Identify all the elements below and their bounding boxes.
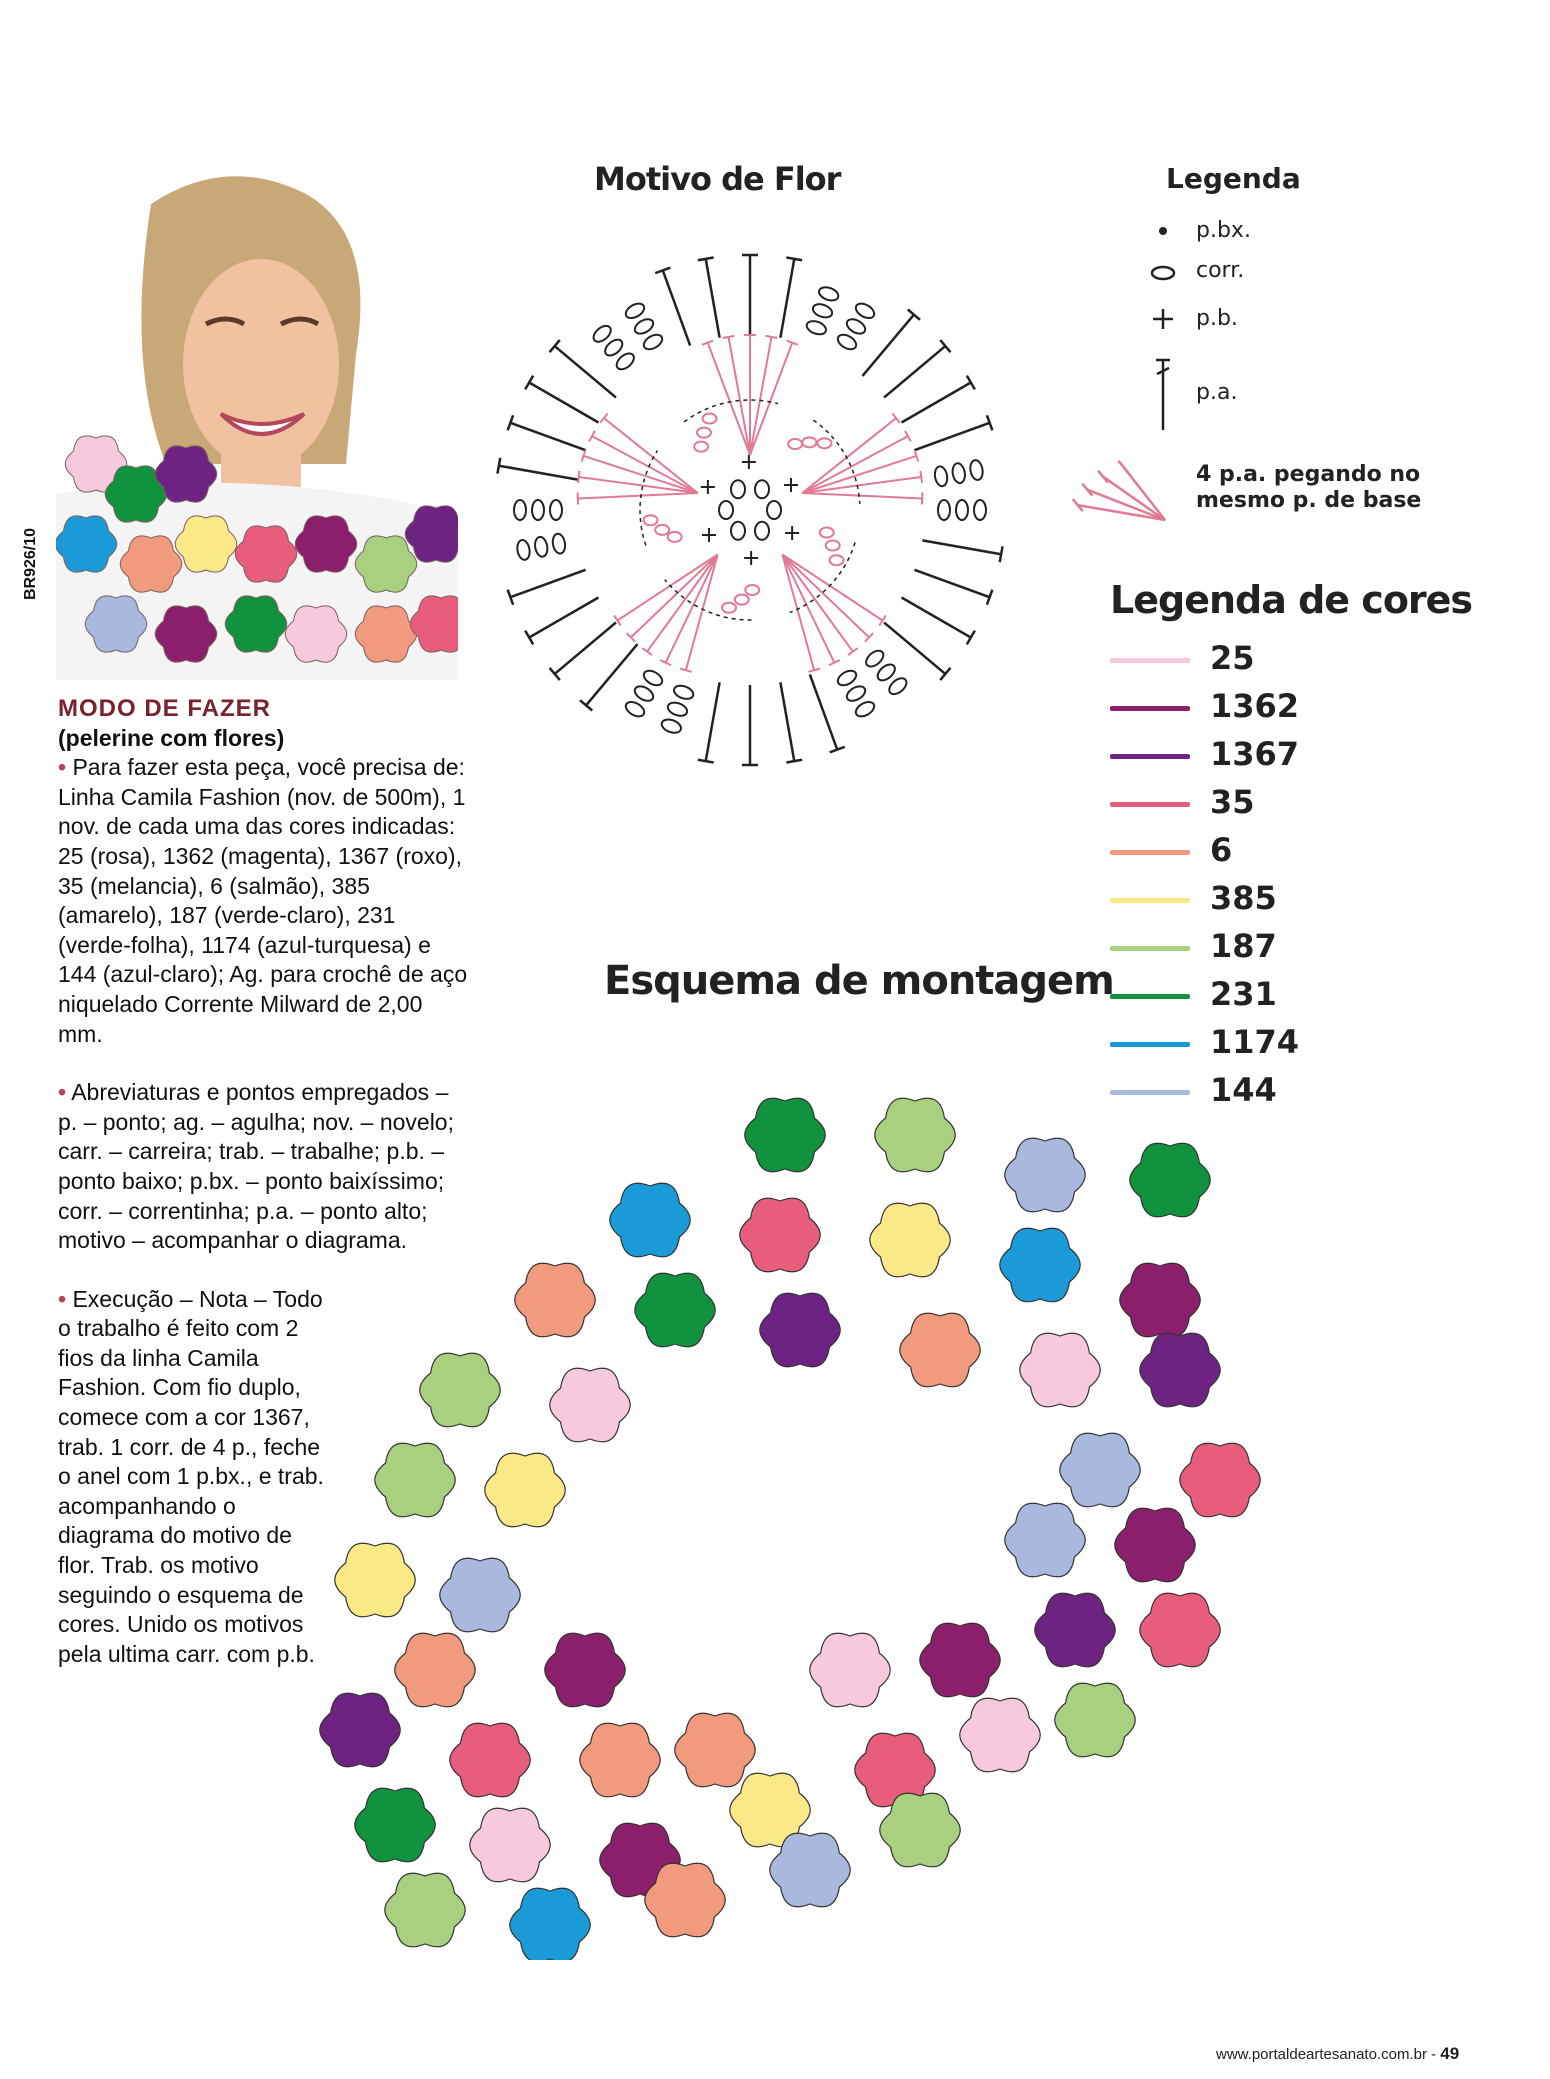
legend-label-pa: p.a. xyxy=(1196,380,1238,405)
scheme-flower-187 xyxy=(420,1353,500,1427)
legend-label-corr: corr. xyxy=(1196,258,1245,283)
scheme-flower-1174 xyxy=(510,1888,590,1960)
scheme-flower-1362 xyxy=(1120,1263,1200,1337)
color-code: 187 xyxy=(1210,927,1277,965)
flower-motif-diagram xyxy=(460,210,1040,830)
scheme-flower-35 xyxy=(1140,1593,1220,1667)
scheme-flower-35 xyxy=(450,1723,530,1797)
color-code: 231 xyxy=(1210,975,1277,1013)
page-footer xyxy=(1216,2044,1459,2064)
scheme-flower-35 xyxy=(1180,1443,1260,1517)
legend-label-pbx: p.bx. xyxy=(1196,218,1251,243)
color-code: 25 xyxy=(1210,639,1255,677)
color-swatch-line xyxy=(1110,850,1190,855)
scheme-flower-25 xyxy=(550,1368,630,1442)
color-code: 1362 xyxy=(1210,687,1300,725)
oval-icon xyxy=(1148,258,1178,288)
footer-separator: - xyxy=(1431,2046,1437,2063)
color-swatch-line xyxy=(1110,898,1190,903)
color-legend-item-1362 xyxy=(1110,684,1470,732)
color-legend-item-231 xyxy=(1110,972,1470,1020)
legend-item-dot xyxy=(1148,216,1178,251)
scheme-flower-144 xyxy=(1005,1503,1085,1577)
scheme-flower-6 xyxy=(515,1263,595,1337)
scheme-flower-25 xyxy=(1020,1333,1100,1407)
scheme-flower-6 xyxy=(900,1313,980,1387)
scheme-flower-25 xyxy=(810,1633,890,1707)
bullet-icon: • xyxy=(58,1079,67,1106)
scheme-flower-1362 xyxy=(920,1623,1000,1697)
model-photo xyxy=(56,164,458,680)
legend-label-pb: p.b. xyxy=(1196,306,1238,331)
scheme-flower-35 xyxy=(740,1198,820,1272)
color-swatch-line xyxy=(1110,994,1190,999)
dot-icon xyxy=(1148,216,1178,246)
scheme-flower-1362 xyxy=(545,1633,625,1707)
scheme-flower-25 xyxy=(960,1698,1040,1772)
scheme-flower-1367 xyxy=(320,1693,400,1767)
color-legend-title: Legenda de cores xyxy=(1110,578,1473,622)
bullet-icon: • xyxy=(58,1285,67,1312)
fan-icon xyxy=(1060,452,1180,532)
execution-text: Execução – Nota – Todo o trabalho é feito com 2 fios da linha Camila Fashion. Com fio duplo, comece com a cor 1367, trab. 1 corr. de 4 p., feche o anel com 1 p.bx., e trab. acompanhando o diagrama do motivo de flor. Trab. os motivo seguindo o esquema de cores. Unido os motivos pela ultima carr. com p.b. xyxy=(58,1285,324,1667)
color-legend-item-187 xyxy=(1110,924,1470,972)
photo-illustration xyxy=(56,164,458,680)
scheme-flower-1367 xyxy=(1035,1593,1115,1667)
instructions-subtitle: (pelerine com flores) xyxy=(58,724,285,751)
scheme-flower-6 xyxy=(395,1633,475,1707)
plus-icon xyxy=(1148,304,1178,334)
scheme-flower-1362 xyxy=(1115,1508,1195,1582)
instructions-title: MODO DE FAZER xyxy=(58,695,272,722)
photo-code: BR926/10 xyxy=(22,527,39,600)
scheme-flower-187 xyxy=(1055,1683,1135,1757)
scheme-flower-1367 xyxy=(1140,1333,1220,1407)
color-legend-item-35 xyxy=(1110,780,1470,828)
scheme-title: Esquema de montagem xyxy=(604,958,1114,1004)
scheme-flower-187 xyxy=(875,1098,955,1172)
color-legend-item-25 xyxy=(1110,636,1470,684)
color-swatch-line xyxy=(1110,802,1190,807)
scheme-flower-25 xyxy=(470,1808,550,1882)
scheme-flower-1174 xyxy=(1000,1228,1080,1302)
legend-item-plus xyxy=(1148,304,1178,339)
color-code: 35 xyxy=(1210,783,1255,821)
legend-label-fan: 4 p.a. pegando no mesmo p. de base xyxy=(1196,462,1422,513)
scheme-flower-231 xyxy=(635,1273,715,1347)
color-swatch-line xyxy=(1110,658,1190,663)
color-legend-item-385 xyxy=(1110,876,1470,924)
color-code: 385 xyxy=(1210,879,1277,917)
materials-paragraph xyxy=(58,753,468,1049)
abbreviations-text: Abreviaturas e pontos empregados – p. – ponto; ag. – agulha; nov. – novelo; carr. – carreira; trab. – trabalhe; p.b. – ponto baixo; p.bx. – ponto baixíssimo; corr. – correntinha; p.a. – ponto alto; motivo – acompanhar o diagrama. xyxy=(58,1079,454,1254)
scheme-flower-6 xyxy=(675,1713,755,1787)
legend-item-tall xyxy=(1148,354,1178,439)
legend-item-fan xyxy=(1060,452,1180,537)
scheme-flower-144 xyxy=(440,1558,520,1632)
face xyxy=(183,259,339,469)
materials-text: Para fazer esta peça, você precisa de: Linha Camila Fashion (nov. de 500m), 1 nov. de cada uma das cores indicadas: 25 (rosa), 1362 (magenta), 1367 (roxo), 35 (melancia), 6 (salmão), 385 (amarelo), 187 (verde-claro), 231 (verde-folha), 1174 (azul-turquesa) e 144 (azul-claro); Ag. para crochê de aço niquelado Corrente Milward de 2,00 mm. xyxy=(58,754,468,1047)
color-code: 144 xyxy=(1210,1071,1277,1109)
tall-stitch-icon xyxy=(1148,354,1178,434)
color-swatch-line xyxy=(1110,706,1190,711)
scheme-flower-1174 xyxy=(610,1183,690,1257)
scheme-flower-6 xyxy=(580,1723,660,1797)
scheme-flower-231 xyxy=(1130,1143,1210,1217)
motif-title: Motivo de Flor xyxy=(594,160,841,198)
scheme-flower-385 xyxy=(870,1203,950,1277)
color-code: 1174 xyxy=(1210,1023,1300,1061)
assembly-scheme xyxy=(280,1060,1340,1960)
color-swatch-line xyxy=(1110,754,1190,759)
scheme-flower-144 xyxy=(1060,1433,1140,1507)
footer-site: www.portaldeartesanato.com.br xyxy=(1216,2046,1427,2063)
scheme-flower-144 xyxy=(1005,1138,1085,1212)
legend-title: Legenda xyxy=(1166,162,1301,195)
color-code: 6 xyxy=(1210,831,1233,869)
scheme-flower-187 xyxy=(385,1873,465,1947)
page-number: 49 xyxy=(1440,2044,1460,2063)
scheme-flower-1367 xyxy=(760,1293,840,1367)
bullet-icon: • xyxy=(58,754,67,781)
color-swatch-line xyxy=(1110,1042,1190,1047)
color-legend-item-1367 xyxy=(1110,732,1470,780)
color-code: 1367 xyxy=(1210,735,1300,773)
scheme-flower-385 xyxy=(485,1453,565,1527)
scheme-flower-231 xyxy=(745,1098,825,1172)
scheme-flower-385 xyxy=(335,1543,415,1617)
scheme-flower-187 xyxy=(375,1443,455,1517)
scheme-flower-231 xyxy=(355,1788,435,1862)
color-legend-item-6 xyxy=(1110,828,1470,876)
color-swatch-line xyxy=(1110,946,1190,951)
legend-item-oval xyxy=(1148,258,1178,293)
